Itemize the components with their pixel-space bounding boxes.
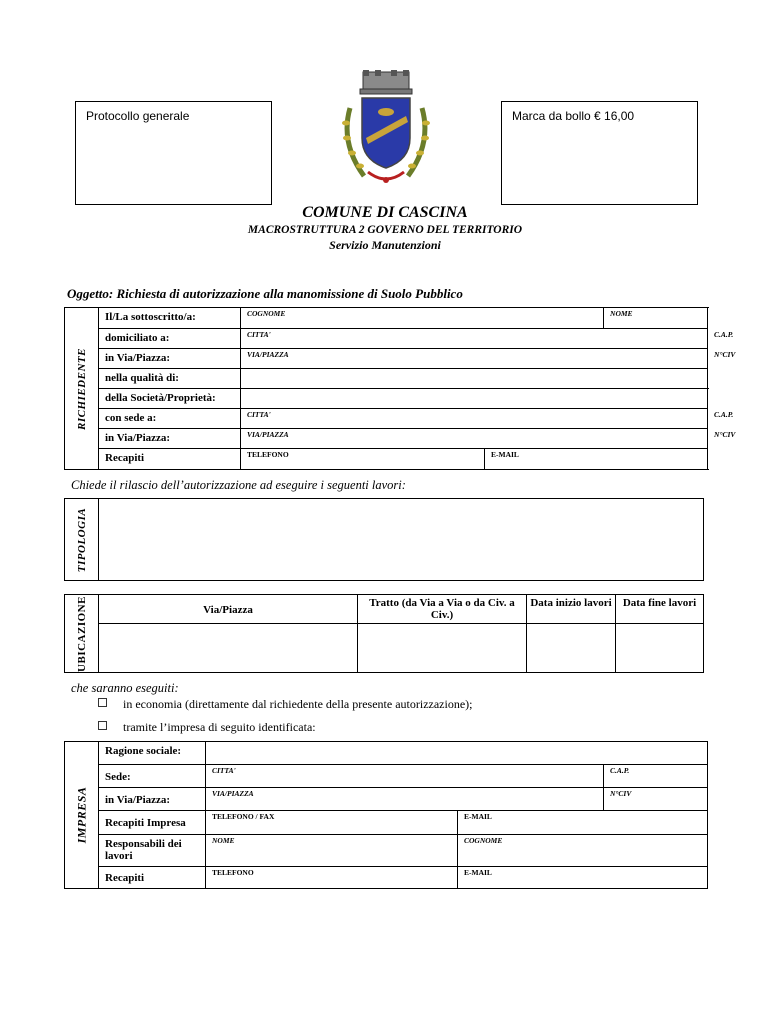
impresa-via-field[interactable]: VIA/PIAZZA bbox=[206, 788, 604, 811]
tipologia-side-cell bbox=[65, 499, 99, 581]
protocollo-box bbox=[75, 101, 272, 205]
impresa-via-label: in Via/Piazza: bbox=[99, 788, 206, 811]
via-piazza-header: Via/Piazza bbox=[99, 595, 358, 624]
sede-via-field[interactable]: VIA/PIAZZA bbox=[241, 429, 708, 449]
responsabile-email-field[interactable]: E-MAIL bbox=[458, 867, 708, 889]
oggetto-line: Oggetto: Richiesta di autorizzazione alla manomissione di Suolo Pubblico bbox=[67, 286, 463, 301]
recapiti-impresa-label: Recapiti Impresa bbox=[99, 811, 206, 835]
telefono-field[interactable]: TELEFONO bbox=[241, 449, 485, 470]
ragione-sociale-label: Ragione sociale: bbox=[99, 742, 206, 765]
responsabile-telefono-field[interactable]: TELEFONO bbox=[206, 867, 458, 889]
societa-field[interactable] bbox=[241, 389, 708, 409]
tipologia-field[interactable] bbox=[99, 499, 704, 581]
ragione-sociale-field[interactable] bbox=[206, 742, 708, 765]
impresa-recapiti-label: Recapiti bbox=[99, 867, 206, 889]
impresa-sede-label: Sede: bbox=[99, 765, 206, 788]
data-fine-header: Data fine lavori bbox=[616, 595, 704, 624]
protocollo-label: Protocollo generale bbox=[86, 109, 190, 123]
impresa-side-cell bbox=[65, 742, 99, 889]
via-piazza-label: in Via/Piazza: bbox=[99, 349, 241, 369]
impresa-table bbox=[64, 741, 708, 889]
coat-of-arms-icon bbox=[336, 68, 436, 192]
chiede-line: Chiede il rilascio dell’autorizzazione ad eseguire i seguenti lavori: bbox=[71, 478, 406, 492]
ubicazione-via-field[interactable] bbox=[99, 624, 358, 673]
richiedente-side-cell bbox=[65, 308, 99, 470]
marca-bollo-box bbox=[501, 101, 698, 205]
richiedente-side-label: RICHIEDENTE bbox=[75, 347, 88, 430]
nome-field[interactable]: NOME bbox=[604, 308, 708, 329]
economia-checkbox[interactable] bbox=[98, 698, 107, 707]
impresa-nciv-field[interactable]: N°CIV bbox=[604, 788, 708, 811]
impresa-email-field[interactable]: E-MAIL bbox=[458, 811, 708, 835]
richiedente-table: RICHIEDENTE Il/La sottoscritto/a: COGNOME NOME domiciliato a: CITTA' C.A.P. in Via/Piazza: VIA/PIAZZA N°CIV nella qualità di: della Società/Proprietà: con sede a: CITTA' C.A.P. in Via/Piazza: VIA/PIAZZA N°CIV Recapiti TELEFONO E-MAIL bbox=[64, 307, 708, 470]
domiciliato-label: domiciliato a: bbox=[99, 329, 241, 349]
societa-label: della Società/Proprietà: bbox=[99, 389, 241, 409]
data-inizio-header: Data inizio lavori bbox=[527, 595, 616, 624]
impresa-telfax-field[interactable]: TELEFONO / FAX bbox=[206, 811, 458, 835]
tipologia-table bbox=[64, 498, 704, 581]
email-field[interactable]: E-MAIL bbox=[485, 449, 708, 470]
ubicazione-table bbox=[64, 594, 704, 673]
sede-label: con sede a: bbox=[99, 409, 241, 429]
qualita-field[interactable] bbox=[241, 369, 708, 389]
ubicazione-data-fine-field[interactable] bbox=[616, 624, 704, 673]
impresa-citta-field[interactable]: CITTA' bbox=[206, 765, 604, 788]
sede-via-label: in Via/Piazza: bbox=[99, 429, 241, 449]
impresa-side-label: IMPRESA bbox=[74, 786, 88, 844]
option-economia[interactable] bbox=[98, 697, 473, 712]
ubicazione-data-inizio-field[interactable] bbox=[527, 624, 616, 673]
impresa-option-label: tramite l’impresa di seguito identificata: bbox=[123, 720, 316, 734]
eseguiti-intro: che saranno eseguiti: bbox=[71, 681, 179, 695]
ubicazione-side-label: UBICAZIONE bbox=[75, 595, 88, 672]
via-piazza-field[interactable]: VIA/PIAZZA bbox=[241, 349, 708, 369]
tipologia-side-label: TIPOLOGIA bbox=[75, 507, 88, 572]
qualita-label: nella qualità di: bbox=[99, 369, 241, 389]
economia-label: in economia (direttamente dal richiedente della presente autorizzazione); bbox=[123, 697, 473, 711]
comune-title: COMUNE DI CASCINA bbox=[302, 204, 468, 221]
impresa-cap-field[interactable]: C.A.P. bbox=[604, 765, 708, 788]
citta-field[interactable]: CITTA' bbox=[241, 329, 708, 349]
sede-citta-field[interactable]: CITTA' bbox=[241, 409, 708, 429]
responsabile-nome-field[interactable]: NOME bbox=[206, 835, 458, 867]
option-impresa[interactable] bbox=[98, 720, 316, 735]
macrostruttura-title: MACROSTRUTTURA 2 GOVERNO DEL TERRITORIO bbox=[247, 224, 523, 236]
ubicazione-tratto-field[interactable] bbox=[358, 624, 527, 673]
marca-bollo-label: Marca da bollo € 16,00 bbox=[512, 109, 635, 123]
tratto-header: Tratto (da Via a Via o da Civ. a Civ.) bbox=[358, 595, 527, 624]
responsabili-label: Responsabili dei lavori bbox=[99, 835, 206, 867]
recapiti-label: Recapiti bbox=[99, 449, 241, 470]
servizio-title: Servizio Manutenzioni bbox=[329, 238, 441, 252]
ubicazione-side-cell bbox=[65, 595, 99, 673]
responsabile-cognome-field[interactable]: COGNOME bbox=[458, 835, 708, 867]
cognome-field[interactable]: COGNOME bbox=[241, 308, 604, 329]
impresa-checkbox[interactable] bbox=[98, 721, 107, 730]
sottoscritto-label: Il/La sottoscritto/a: bbox=[99, 308, 241, 329]
